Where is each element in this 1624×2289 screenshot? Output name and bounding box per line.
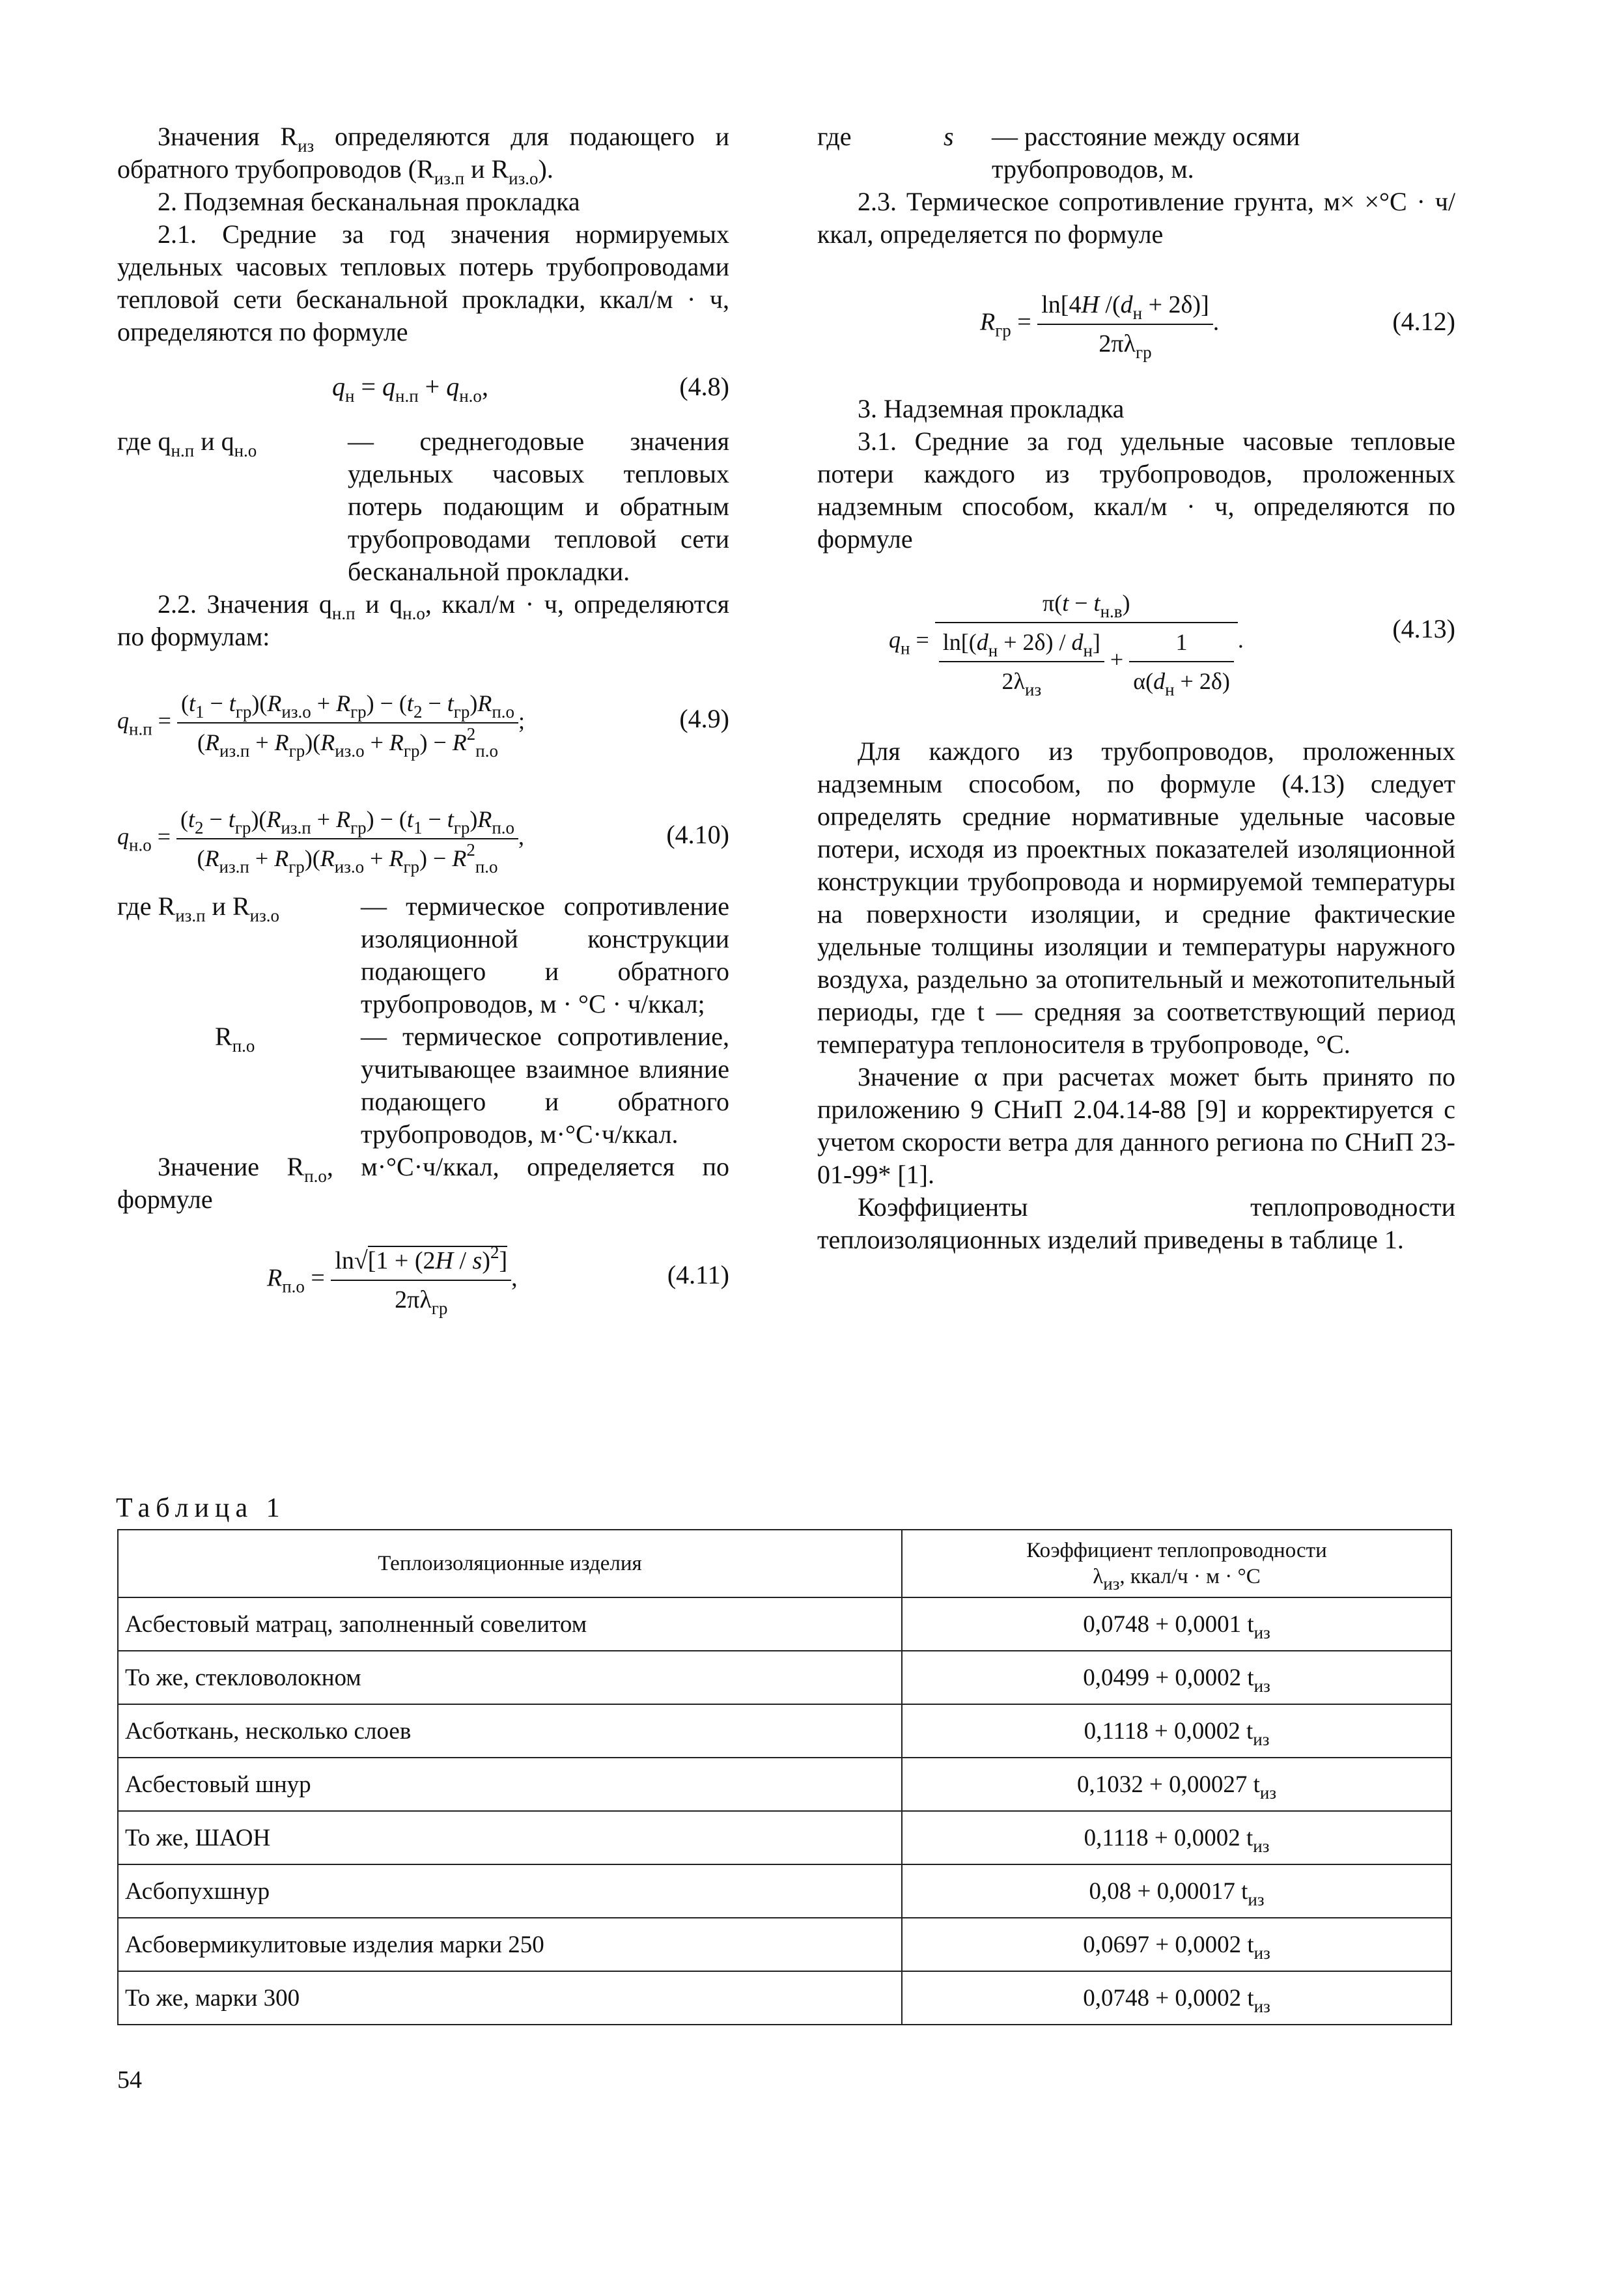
formula-4-10-body: $q_{н.о}$ = $\frac{(t_2 - t_{гр})(R_{из.п} + R_{гр}) - (t_1 - t_{гр})R_{п.о}}{(R_{из.п} + R_{гр})(R_{из.о} + R_{гр}) - R^2_{п.о}}$ , bbox=[117, 803, 524, 875]
conductivity-value: 0,0748 + 0,0002 $t_{из}$ bbox=[902, 1971, 1451, 2025]
header-insulation-products: Теплоизоляционные изделия bbox=[118, 1530, 902, 1597]
definition-term: где $q_{н.п}$ и $q_{н.о}$ bbox=[117, 427, 257, 460]
formula-4-9 bbox=[117, 669, 729, 766]
table-row bbox=[118, 1811, 1451, 1864]
conductivity-value: 0,1118 + 0,0002 $t_{из}$ bbox=[902, 1811, 1451, 1864]
definition-term: s bbox=[944, 122, 954, 151]
definition-text: — среднегодовые значения удельных часовых тепловых потерь подающим и обратным трубопроводами тепловой сети бесканальной прокладки. bbox=[348, 427, 729, 586]
conductivity-value: 0,0697 + 0,0002 $t_{из}$ bbox=[902, 1918, 1451, 1971]
section-2-2-text: 2.2. Значения $q_{н.п}$ и $q_{н.о}$, ккал/м · ч, определяются по формулам: bbox=[117, 589, 729, 651]
equation-number: (4.11) bbox=[667, 1260, 729, 1289]
header-conductivity: Коэффициент теплопроводности $\lambda_{из}$, ккал/ч · м · °С bbox=[902, 1530, 1451, 1597]
fraction: $\frac{\ln[4H /(d_н + 2\delta)]}{2\pi\lambda_{гр}}$ bbox=[1037, 288, 1213, 360]
value-rpo-text: Значение $R_{п.о}$, м·°С·ч/ккал, определяется по формуле bbox=[117, 1152, 729, 1214]
table-header-row bbox=[118, 1530, 1451, 1597]
definition-text: — расстояние между осями трубопроводов, м. bbox=[992, 122, 1300, 184]
equation-number: (4.13) bbox=[1392, 614, 1455, 643]
product-name: То же, стекловолокном bbox=[118, 1651, 902, 1704]
definition-text: — термическое сопротивление изоляционной конструкции подающего и обратного трубопроводов, м · °С · ч/ккал; bbox=[361, 892, 729, 1018]
fraction: $\pi(t - t_{н.в})$ $\frac{\ln[(d_н + 2\delta) / d_н]}{2\lambda_{из}}$ + $\frac{1}{\alpha(d_н + 2\delta)}$ bbox=[935, 587, 1238, 697]
section-3-1-text: 3.1. Средние за год удельные часовые тепловые потери каждого из трубопроводов, проложенных надземным способом, ккал/м · ч, определяются по формуле bbox=[817, 427, 1455, 554]
paragraph-r-iz: Значения $R_{из}$ определяются для подающего и обратного трубопроводов ($R_{из.п}$ и $R_{из.о}$). bbox=[117, 122, 730, 188]
product-name: Асботкань, несколько слоев bbox=[118, 1704, 902, 1758]
table-1 bbox=[117, 1529, 1452, 2025]
product-name: Асбовермикулитовые изделия марки 250 bbox=[118, 1918, 902, 1971]
definition-term: где $R_{из.п}$ и $R_{из.о}$ bbox=[117, 892, 279, 925]
conductivity-value: 0,1032 + 0,00027 $t_{из}$ bbox=[902, 1758, 1451, 1811]
formula-4-13-body: $q_н$ = $\pi(t - t_{н.в})$ $\frac{\ln[(d_н + 2\delta) / d_н]}{2\lambda_{из}}$ + $\frac{1}{\alpha(d_н + 2\delta)}$ . bbox=[889, 587, 1244, 697]
equation-number: (4.12) bbox=[1392, 307, 1455, 336]
paragraph-alpha: Значение α при расчетах может быть принято по приложению 9 СНиП 2.04.14-88 [9] и корректируется с учетом скорости ветра для данного региона по СНиП 23-01-99* [1]. bbox=[817, 1062, 1455, 1189]
section-2-1-text: 2.1. Средние за год значения нормируемых удельных часовых тепловых потерь трубопроводами тепловой сети бесканальной прокладки, ккал/м · ч, определяются по формуле bbox=[117, 219, 729, 346]
product-name: То же, ШАОН bbox=[118, 1811, 902, 1864]
equation-number: (4.10) bbox=[666, 820, 729, 849]
paragraph-each-pipeline: Для каждого из трубопроводов, проложенных надземным способом, по формуле (4.13) следует определять средние нормативные удельные часовые потери, исходя из проектных показателей изоляционной конструкции трубопровода и нормируемой температуры на поверхности изоляции, и средние фактические удельные толщины изоляции и температуры наружного воздуха, раздельно за отопительный и межотопительный периоды, где t — средняя за соответствующий период температура теплоносителя в трубопроводе, °С. bbox=[817, 737, 1455, 1059]
definition-prefix: где bbox=[817, 122, 852, 151]
table-row bbox=[118, 1651, 1451, 1704]
left-column bbox=[117, 120, 729, 1329]
conductivity-value: 0,08 + 0,00017 $t_{из}$ bbox=[902, 1864, 1451, 1918]
table-row bbox=[118, 1864, 1451, 1918]
fraction: $\frac{\ln√[1 + (2H / s)^2]}{2\pi\lambda_{гр}}$ bbox=[331, 1244, 511, 1316]
product-name: То же, марки 300 bbox=[118, 1971, 902, 2025]
formula-4-8 bbox=[117, 363, 729, 421]
product-name: Асбопухшнур bbox=[118, 1864, 902, 1918]
conductivity-value: 0,0748 + 0,0001 $t_{из}$ bbox=[902, 1597, 1451, 1651]
formula-4-12 bbox=[817, 282, 1455, 373]
where-r-definition bbox=[117, 890, 729, 1151]
section-2-3-text: 2.3. Термическое сопротивление грунта, м× ×°С · ч/ккал, определяется по формуле bbox=[817, 187, 1455, 249]
conductivity-value: 0,1118 + 0,0002 $t_{из}$ bbox=[902, 1704, 1451, 1758]
formula-4-12-body: $R_{гр}$ = $\frac{\ln[4H /(d_н + 2\delta)]}{2\pi\lambda_{гр}}$ . bbox=[980, 288, 1219, 360]
formula-4-13 bbox=[817, 584, 1455, 708]
section-2-heading: 2. Подземная бесканальная прокладка bbox=[158, 187, 580, 216]
table-row bbox=[118, 1971, 1451, 2025]
right-column bbox=[817, 120, 1455, 1256]
product-name: Асбестовый матрац, заполненный совелитом bbox=[118, 1597, 902, 1651]
table-row bbox=[118, 1918, 1451, 1971]
page-number: 54 bbox=[117, 2066, 142, 2094]
table-row bbox=[118, 1758, 1451, 1811]
conductivity-value: 0,0499 + 0,0002 $t_{из}$ bbox=[902, 1651, 1451, 1704]
table-caption: Таблица 1 bbox=[116, 1493, 286, 1523]
equation-number: (4.9) bbox=[679, 704, 729, 733]
formula-4-8-body: $q_н = q_{н.п} + q_{н.о}$, bbox=[332, 372, 488, 406]
product-name: Асбестовый шнур bbox=[118, 1758, 902, 1811]
fraction: $\frac{(t_2 - t_{гр})(R_{из.п} + R_{гр}) - (t_1 - t_{гр})R_{п.о}}{(R_{из.п} + R_{гр})(R_{из.о} + R_{гр}) - R^2_{п.о}}$ bbox=[176, 803, 518, 875]
table-row bbox=[118, 1704, 1451, 1758]
definition-term: $R_{п.о}$ bbox=[215, 1022, 255, 1056]
formula-4-11-body: $R_{п.о}$ = $\frac{\ln√[1 + (2H / s)^2]}{2\pi\lambda_{гр}}$ , bbox=[267, 1243, 518, 1318]
definition-text: — термическое сопротивление, учитывающее взаимное влияние подающего и обратного трубопроводов, м·°С·ч/ккал. bbox=[361, 1022, 729, 1149]
section-3-heading: 3. Надземная прокладка bbox=[858, 394, 1125, 423]
fraction: $\frac{(t_1 - t_{гр})(R_{из.о} + R_{гр}) - (t_2 - t_{гр})R_{п.о}}{(R_{из.п} + R_{гр})(R_{из.о} + R_{гр}) - R^2_{п.о}}$ bbox=[177, 687, 518, 759]
paragraph-coefficients: Коэффициенты теплопроводности теплоизоляционных изделий приведены в таблице 1. bbox=[817, 1192, 1455, 1254]
formula-4-9-body: $q_{н.п}$ = $\frac{(t_1 - t_{гр})(R_{из.о} + R_{гр}) - (t_2 - t_{гр})R_{п.о}}{(R_{из.п} + R_{гр})(R_{из.о} + R_{гр}) - R^2_{п.о}}$ ; bbox=[117, 687, 525, 759]
formula-4-11 bbox=[117, 1231, 729, 1329]
equation-number: (4.8) bbox=[679, 372, 729, 401]
formula-4-10 bbox=[117, 785, 729, 882]
where-s-definition bbox=[817, 120, 1455, 186]
table-row bbox=[118, 1597, 1451, 1651]
where-q-definition bbox=[117, 425, 729, 588]
